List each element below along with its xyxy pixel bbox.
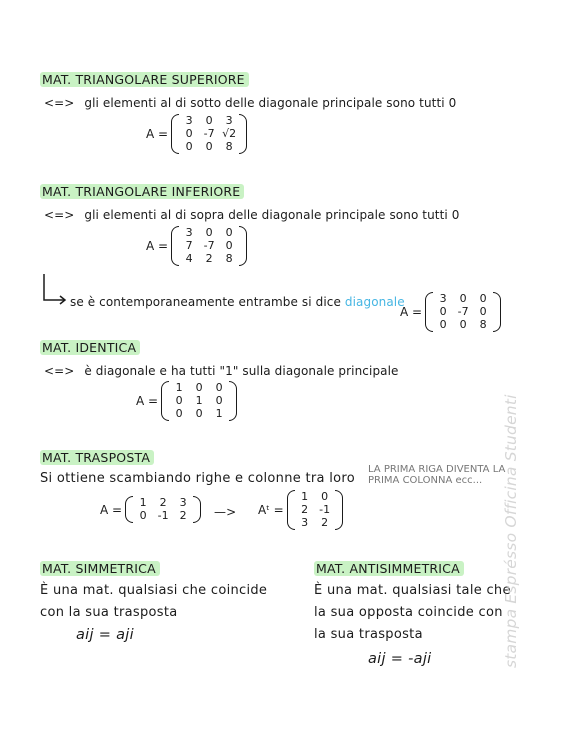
matrix-grid <box>179 226 239 266</box>
matrix-label: Aᵗ = <box>258 503 284 517</box>
diagonale-keyword: diagonale <box>344 295 405 309</box>
trasposta-note <box>368 464 505 486</box>
simmetrica-line: È una mat. qualsiasi che coincide <box>40 583 268 598</box>
matrix-cell: 1 <box>139 496 147 509</box>
matrix-cell: 2 <box>159 496 167 509</box>
equivalence-arrow: <=> <box>44 96 75 110</box>
matrix-cell: 0 <box>205 226 213 239</box>
definition-trasposta: Si ottiene scambiando righe e colonne tra loro <box>40 471 355 486</box>
definition-text: è diagonale e ha tutti "1" sulla diagonale principale <box>84 364 399 378</box>
right-paren <box>229 381 237 421</box>
matrix-cell: √2 <box>222 127 237 140</box>
matrix-cell: -1 <box>319 503 331 516</box>
matrix-cell: 2 <box>205 252 213 265</box>
definition-text: gli elementi al di sotto delle diagonale principale sono tutti 0 <box>84 96 457 110</box>
heading-simmetrica: MAT. SIMMETRICA <box>40 561 160 576</box>
matrix-cell: 0 <box>185 127 193 140</box>
right-paren <box>335 490 343 530</box>
matrix-cell: 3 <box>185 114 193 127</box>
diagonale-sentence <box>70 295 405 309</box>
matrix-cell: 0 <box>479 292 487 305</box>
matrix-inferiore <box>146 226 247 266</box>
matrix-cell: 8 <box>225 140 233 153</box>
left-paren <box>125 496 133 523</box>
matrix-cell: 0 <box>321 490 329 503</box>
diagonale-text: se è contemporaneamente entrambe si dice <box>70 295 341 309</box>
right-paren <box>239 114 247 154</box>
matrix-cell: -7 <box>203 127 215 140</box>
matrix-grid <box>433 292 493 332</box>
transpose-arrow: —> <box>214 505 237 519</box>
matrix-cell: 0 <box>205 114 213 127</box>
heading-identica: MAT. IDENTICA <box>40 340 140 355</box>
matrix-cell: -1 <box>157 509 169 522</box>
matrix-cell: 0 <box>175 407 183 420</box>
matrix-cell: 0 <box>215 381 223 394</box>
antisimmetrica-line: la sua opposta coincide con <box>314 605 503 620</box>
matrix-cell: 0 <box>185 140 193 153</box>
matrix-identica <box>136 381 237 421</box>
antisimmetrica-line: la sua trasposta <box>314 627 423 642</box>
left-paren <box>161 381 169 421</box>
definition-superiore <box>44 96 456 110</box>
watermark: stampa Esprésso Officina Studenti <box>502 394 520 668</box>
note-line: PRIMA COLONNA ecc... <box>368 475 483 486</box>
matrix-cell: 2 <box>321 516 329 529</box>
left-paren <box>171 114 179 154</box>
matrix-cell: 3 <box>225 114 233 127</box>
matrix-cell: -7 <box>457 305 469 318</box>
heading-triangolare-superiore: MAT. TRIANGOLARE SUPERIORE <box>40 72 249 87</box>
simmetrica-formula: aij = aji <box>76 627 134 643</box>
matrix-cell: 0 <box>439 318 447 331</box>
definition-text: gli elementi al di sopra delle diagonale principale sono tutti 0 <box>84 208 460 222</box>
simmetrica-line: con la sua trasposta <box>40 605 178 620</box>
definition-identica <box>44 364 399 378</box>
note-line: LA PRIMA RIGA DIVENTA LA <box>368 464 506 475</box>
antisimmetrica-line: È una mat. qualsiasi tale che <box>314 583 511 598</box>
heading-trasposta: MAT. TRASPOSTA <box>40 450 154 465</box>
matrix-cell: 0 <box>175 394 183 407</box>
matrix-cell: 0 <box>459 292 467 305</box>
matrix-cell: 3 <box>185 226 193 239</box>
matrix-cell: 3 <box>301 516 309 529</box>
right-paren <box>193 496 201 523</box>
matrix-superiore <box>146 114 247 154</box>
matrix-cell: 0 <box>479 305 487 318</box>
matrix-cell: 0 <box>195 407 203 420</box>
matrix-cell: 0 <box>225 226 233 239</box>
matrix-label: A = <box>136 394 159 408</box>
matrix-transposed <box>258 490 343 530</box>
antisimmetrica-formula: aij = -aji <box>368 651 432 667</box>
matrix-original <box>100 496 201 523</box>
matrix-cell: 8 <box>225 252 233 265</box>
matrix-label: A = <box>146 239 169 253</box>
matrix-label: A = <box>400 305 423 319</box>
matrix-grid <box>133 496 193 523</box>
left-paren <box>425 292 433 332</box>
matrix-cell: 4 <box>185 252 193 265</box>
matrix-grid <box>179 114 239 154</box>
matrix-label: A = <box>146 127 169 141</box>
matrix-cell: 0 <box>195 381 203 394</box>
equivalence-arrow: <=> <box>44 208 75 222</box>
matrix-cell: 0 <box>139 509 147 522</box>
matrix-cell: 0 <box>225 239 233 252</box>
matrix-cell: 0 <box>205 140 213 153</box>
right-paren <box>493 292 501 332</box>
right-paren <box>239 226 247 266</box>
matrix-cell: -7 <box>203 239 215 252</box>
matrix-grid <box>169 381 229 421</box>
matrix-cell: 0 <box>439 305 447 318</box>
bent-arrow-icon <box>38 272 68 308</box>
matrix-cell: 0 <box>215 394 223 407</box>
matrix-cell: 8 <box>479 318 487 331</box>
definition-inferiore <box>44 208 460 222</box>
matrix-cell: 3 <box>179 496 187 509</box>
matrix-cell: 1 <box>175 381 183 394</box>
matrix-cell: 0 <box>459 318 467 331</box>
matrix-grid <box>295 490 335 530</box>
left-paren <box>287 490 295 530</box>
matrix-cell: 7 <box>185 239 193 252</box>
matrix-cell: 2 <box>179 509 187 522</box>
left-paren <box>171 226 179 266</box>
heading-antisimmetrica: MAT. ANTISIMMETRICA <box>314 561 464 576</box>
matrix-cell: 1 <box>215 407 223 420</box>
heading-triangolare-inferiore: MAT. TRIANGOLARE INFERIORE <box>40 184 244 199</box>
matrix-cell: 1 <box>195 394 203 407</box>
matrix-cell: 3 <box>439 292 447 305</box>
matrix-cell: 2 <box>301 503 309 516</box>
equivalence-arrow: <=> <box>44 364 75 378</box>
matrix-label: A = <box>100 502 123 517</box>
matrix-cell: 1 <box>301 490 309 503</box>
matrix-diagonale <box>400 292 501 332</box>
